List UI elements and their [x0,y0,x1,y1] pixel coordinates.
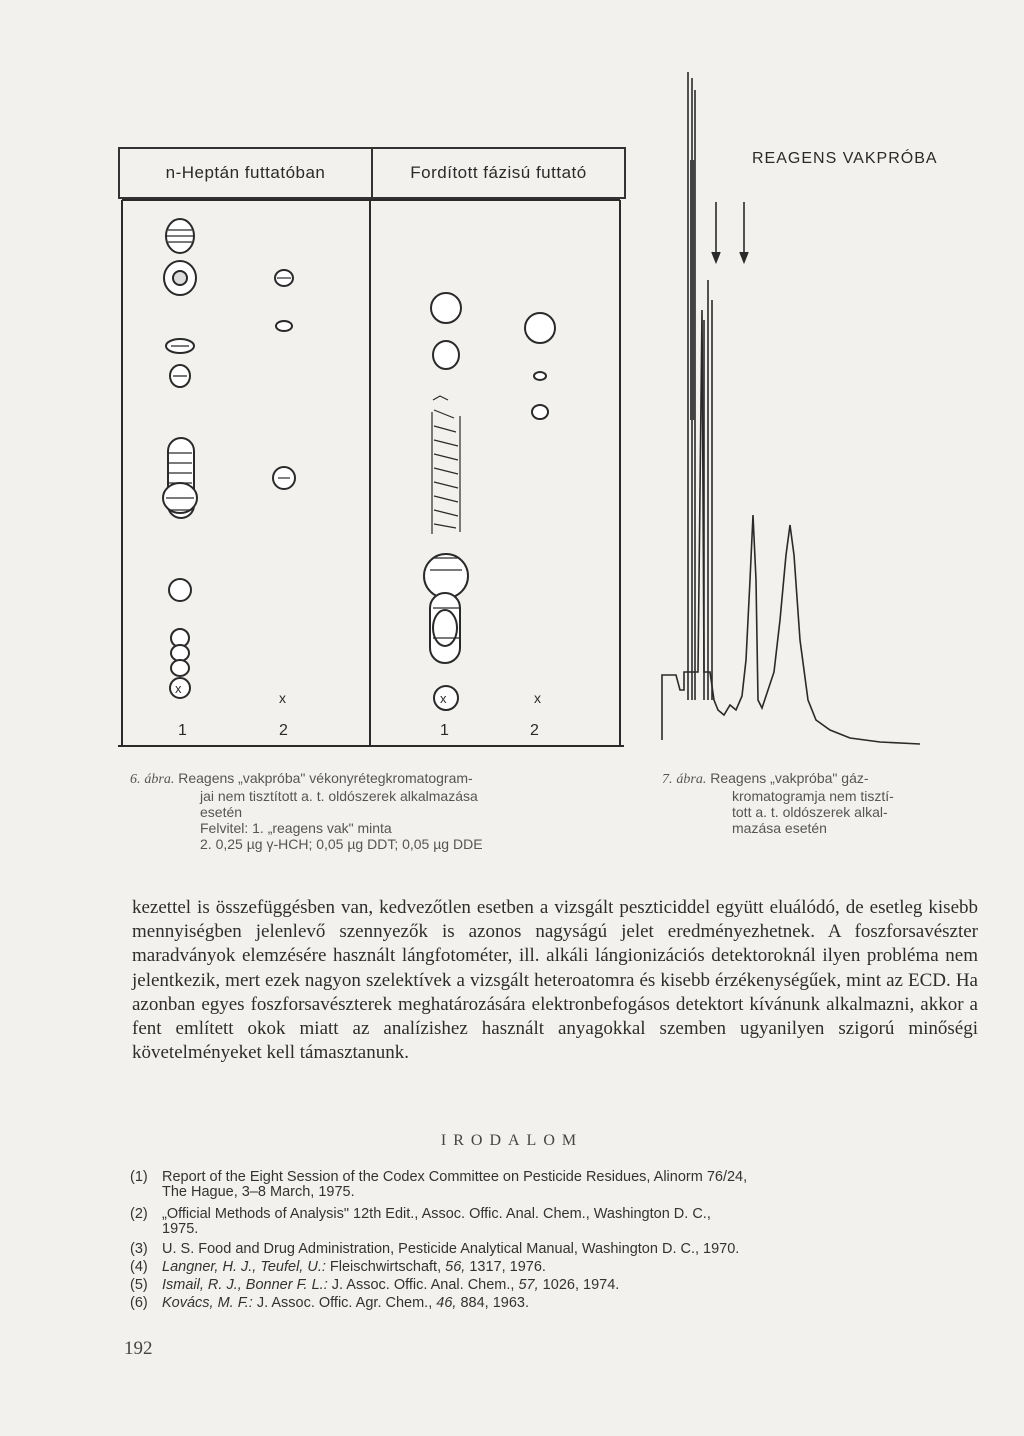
spot [171,660,189,676]
fig6-caption-text: esetén [200,804,243,820]
spot [433,610,457,646]
fig7-caption-text: mazása esetén [732,820,827,836]
lane-label: 1 [440,722,449,739]
reference-text: Report of the Eight Session of the Codex Committee on Pesticide Residues, Alinorm 76/24, [162,1169,748,1185]
fig6-header-left-text: n-Heptán futtatóban [165,163,326,182]
fig6-caption-text: 2. 0,25 µg γ-HCH; 0,05 µg DDT; 0,05 µg DDE [200,836,483,852]
reference-number: (5) [130,1277,148,1293]
references-heading: IRODALOM [440,1132,584,1149]
svg-text:x: x [440,691,447,706]
reference-text: 884, 1963. [456,1295,530,1311]
reference-item [130,1278,990,1294]
fig7-label: ábra. [676,772,707,787]
reference-text: 1317, 1976. [465,1259,546,1275]
reference-volume: 56, [445,1259,466,1275]
reference-text: The Hague, 3–8 March, 1975. [162,1184,355,1200]
reference-text: J. Assoc. Offic. Agr. Chem., [252,1295,437,1311]
spot [433,341,459,369]
reference-text: 1026, 1974. [538,1277,620,1293]
page-number: 192 [124,1338,153,1359]
reference-item [130,1242,990,1258]
reference-item [130,1170,990,1202]
spot [171,645,189,661]
reference-text: U. S. Food and Drug Administration, Pesticide Analytical Manual, Washington D. C., 1970. [162,1241,740,1257]
reference-author: Ismail, R. J., Bonner F. L.: [162,1277,328,1293]
spot [532,405,548,419]
reference-number: (3) [130,1241,148,1257]
spot [424,554,468,598]
reference-number: (2) [130,1206,148,1222]
fig6-caption-text: jai nem tisztított a. t. oldószerek alkalmazása [200,788,478,804]
fig6-caption-text: Reagens „vakpróba" vékonyrétegkromatogram- [178,770,473,786]
spot [525,313,555,343]
reference-number: (4) [130,1259,148,1275]
reference-number: (6) [130,1295,148,1311]
application-mark: x [534,690,541,706]
fig6-header-right-text: Fordított fázisú futtató [410,163,587,182]
spot [276,321,292,331]
fig7-number: 7. [662,772,673,787]
svg-text:x: x [175,681,182,696]
fig6-number: 6. [130,772,141,787]
reference-text: Fleischwirtschaft, [325,1259,446,1275]
reference-volume: 57, [518,1277,539,1293]
reference-number: (1) [130,1169,148,1185]
reference-text: „Official Methods of Analysis" 12th Edit., Assoc. Offic. Anal. Chem., Washington D. C., [162,1206,711,1222]
spot [173,271,187,285]
fig7-caption [662,770,992,836]
lane-label: 2 [279,722,288,739]
reference-item [130,1296,990,1312]
fig7-caption-text: Reagens „vakpróba" gáz- [710,770,869,786]
fig6-header-left [118,147,373,199]
reference-author: Langner, H. J., Teufel, U.: [162,1259,326,1275]
fig6-header-right [371,147,626,199]
spot [534,372,546,380]
fig6-caption-line [130,770,650,788]
fig7-caption-text: tott a. t. oldószerek alkal- [732,804,888,820]
reference-volume: 46, [436,1295,457,1311]
fig6-caption [130,770,650,852]
reference-text: J. Assoc. Offic. Anal. Chem., [327,1277,519,1293]
fig6-caption-text: Felvitel: 1. „reagens vak" minta [200,820,392,836]
fig7-caption-line [662,770,992,788]
fig7-title: REAGENS VAKPRÓBA [752,150,938,167]
spot [169,579,191,601]
reference-item [130,1260,990,1276]
reference-author: Kovács, M. F.: [162,1295,253,1311]
reference-text: 1975. [162,1221,199,1237]
lane-label: 2 [530,722,539,739]
fig6-label: ábra. [144,772,175,787]
application-mark: x [279,690,286,706]
fig7-caption-text: kromatogramja nem tisztí- [732,788,894,804]
body-paragraph: kezettel is összefüggésben van, kedvezőtlen esetben a vizsgált peszticiddel együtt eluálódó, de esetleg kisebb mennyiségben jelenlevő szennyezők is azonos nagyságú jelet eredményezhetnek. A foszforsavészter maradványok elemzésére használt lángfotométer, ill. alkáli lángionizációs detektoroknál ilyen probléma nem jelentkezik, mert ezek nagyon szelektívek a vizsgált heteroatomra és kisebb érzékenységűek, mint az ECD. Ha azonban egyes foszforsavészterek meghatározására elektronbefogásos detektort kívánunk alkalmazni, akkor a fent említett okok miatt az analízishez használt anyagokkal szemben ugyanilyen szigorú minőségi követelményeket kell támasztanunk. [132,897,978,1064]
spot [431,293,461,323]
lane-label: 1 [178,722,187,739]
tlc-plates [118,198,626,750]
reference-item [130,1207,990,1239]
